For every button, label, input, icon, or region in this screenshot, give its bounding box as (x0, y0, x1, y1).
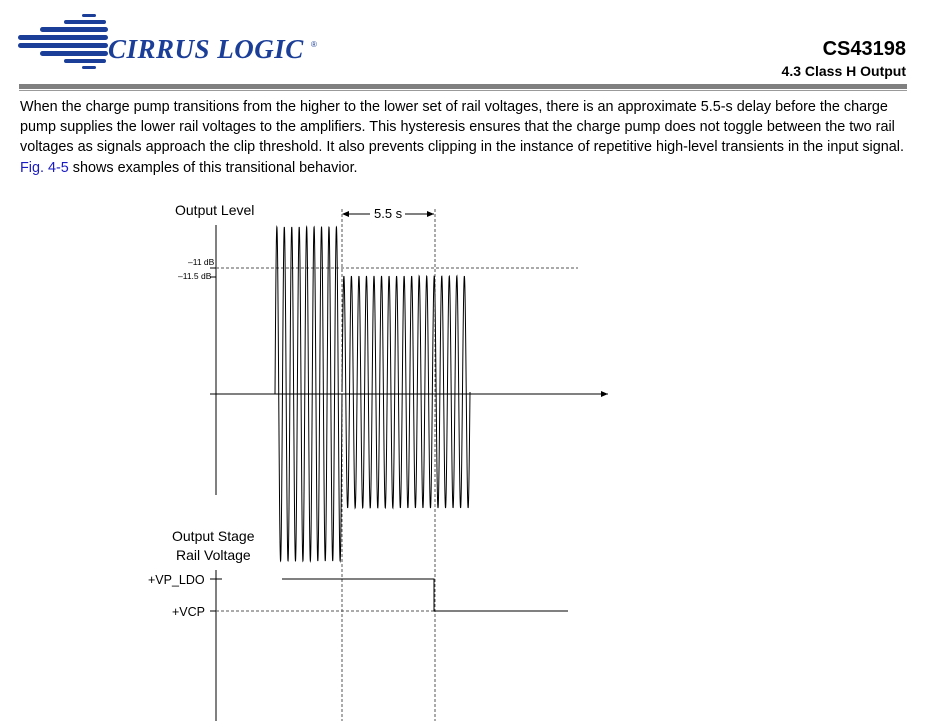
paragraph-text-end: shows examples of this transitional behavior. (72, 159, 358, 176)
rail-low-label: +VCP (172, 605, 206, 619)
rail-voltage-trace (282, 579, 568, 611)
delay-label: 5.5 s (374, 206, 403, 221)
figure-link[interactable]: Fig. 4-5 (20, 159, 69, 176)
rail-high-label: +VP_LDO (148, 573, 205, 587)
rail-title-line1: Output Stage (172, 528, 255, 544)
registered-mark: ® (311, 40, 317, 49)
logo-wordmark: CIRRUS LOGIC (108, 34, 304, 64)
paragraph-text: When the charge pump transitions from the higher to the lower set of rail voltages, there is an approximate 5.5-s delay before the charge pump supplies the lower rail voltages to the amplifiers. This hysteresis ensures that the charge pump does not toggle between the two rail voltages as signals approach the clip threshold. It also prevents clipping in the instance of repetitive high-level transients in the input signal. (20, 99, 904, 156)
section-title: 4.3 Class H Output (781, 63, 906, 79)
level-low-label: –11.5 dB (178, 271, 212, 281)
rail-title-line2: Rail Voltage (176, 547, 251, 563)
document-title: CS43198 (822, 38, 906, 60)
level-high-label: –11 dB (188, 257, 215, 267)
low-amplitude-waveform (342, 276, 470, 508)
output-level-label: Output Level (175, 202, 255, 218)
